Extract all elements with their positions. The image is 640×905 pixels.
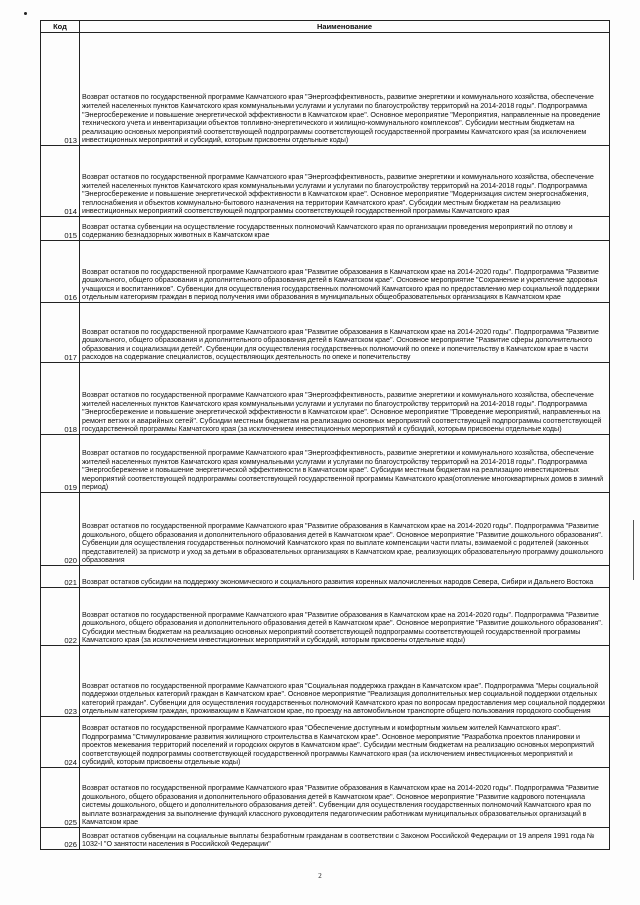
header-name: Наименование (80, 21, 610, 33)
scan-dot (24, 12, 27, 15)
table-row (41, 146, 610, 217)
row-description: Возврат остатков субвенции на социальные выплаты безработным гражданам в соответствии с Законом Российской Федерации от 19 апреля 1991 года № 1032-I "О занятости населения в Российской Федерации" (80, 828, 610, 850)
row-description: Возврат остатков по государственной программе Камчатского края "Развитие образования в Камчатском крае на 2014-2020 годы". Подпрограмма "Развитие дошкольного, общего образования и дополнительного образования детей в Камчатском крае". Основное мероприятие "Сохранение и укрепление здоровья учащихся и воспитанников". Субвенции для осуществления государственных полномочий Камчатского края по предоставлению мер социальной поддержки отдельным категориям граждан в период получения ими образования в муниципальных общеобразовательных организациях в Камчатском крае (80, 241, 610, 303)
table-row (41, 241, 610, 303)
table-row (41, 217, 610, 241)
row-description: Возврат остатков по государственной программе Камчатского края "Энергоэффективность, развитие энергетики и коммунального хозяйства, обеспечение жителей населенных пунктов Камчатского края коммунальными услугами и услугами по благоустройству территорий на 2014-2018 годы". Подпрограмма "Энергосбережение и повышение энергетической эффективности в Камчатском крае". Основное мероприятие "Модернизация систем энергоснабжения, теплоснабжения и объектов коммунально-бытового назначения на территории Камчатского края". Субсидии местным бюджетам на реализацию инвестиционных мероприятий соответствующей подпрограммы соответствующей государственной программы Камчатского края (80, 146, 610, 217)
table-header-row (41, 21, 610, 33)
row-description: Возврат остатков по государственной программе Камчатского края "Энергоэффективность, развитие энергетики и коммунального хозяйства, обеспечение жителей населенных пунктов Камчатского края коммунальными услугами и услугами по благоустройству территорий на 2014-2018 годы". Подпрограмма "Энергосбережение и повышение энергетической эффективности в Камчатском крае". Основное мероприятие "Проведение мероприятий, направленных на ремонт ветхих и аварийных сетей". Субсидии местным бюджетам на реализацию основных мероприятий соответствующей подпрограммы соответствующей государственной программы Камчатского края (за исключением инвестиционных мероприятий и субсидий, которым присвоены отдельные коды) (80, 363, 610, 435)
row-description: Возврат остатков по государственной программе Камчатского края "Развитие образования в Камчатском крае на 2014-2020 годы". Подпрограмма "Развитие дошкольного, общего образования и дополнительного образования детей в Камчатском крае". Основное мероприятие "Развитие кадрового потенциала системы дошкольного, общего и дополнительного образования детей". Субвенции для осуществления государственных полномочий Камчатского края по выплате вознаграждения за выполнение функций классного руководителя педагогическим работникам муниципальных образовательных организаций в Камчатском крае (80, 768, 610, 828)
table-row (41, 588, 610, 646)
table-row (41, 33, 610, 146)
table-row (41, 435, 610, 493)
row-description: Возврат остатков субсидии на поддержку экономического и социального развития коренных малочисленных народов Севера, Сибири и Дальнего Востока (80, 566, 610, 588)
row-description: Возврат остатков по государственной программе Камчатского края "Социальная поддержка граждан в Камчатском крае". Подпрограмма "Меры социальной поддержки отдельных категорий граждан в Камчатском крае". Основное мероприятие "Реализация дополнительных мер социальной поддержки отдельных категорий граждан". Субвенции для осуществления государственных полномочий Камчатского края по вопросам предоставления мер социальной поддержки отдельным категориям граждан, проживающим в Камчатском крае, по проезду на автомобильном транспорте общего пользования городского сообщения (80, 646, 610, 717)
codes-table (40, 20, 610, 850)
row-code: 016 (41, 241, 80, 303)
header-code: Код (41, 21, 80, 33)
table-row (41, 566, 610, 588)
row-code: 018 (41, 363, 80, 435)
row-code: 015 (41, 217, 80, 241)
row-description: Возврат остатков по государственной программе Камчатского края "Энергоэффективность, развитие энергетики и коммунального хозяйства, обеспечение жителей населенных пунктов Камчатского края коммунальными услугами и услугами по благоустройству территорий на 2014-2018 годы". Подпрограмма "Энергосбережение и повышение энергетической эффективности в Камчатском крае". Субсидии местным бюджетам на реализацию инвестиционных мероприятий соответствующей подпрограммы соответствующей государственной программы Камчатского края(отопление многоквартирных домов в зимний период) (80, 435, 610, 493)
row-code: 024 (41, 717, 80, 768)
row-code: 022 (41, 588, 80, 646)
row-description: Возврат остатка субвенции на осуществление государственных полномочий Камчатского края по организации проведения мероприятий по отлову и содержанию безнадзорных животных в Камчатском крае (80, 217, 610, 241)
row-code: 026 (41, 828, 80, 850)
page-number: 2 (318, 872, 322, 880)
row-code: 014 (41, 146, 80, 217)
row-code: 017 (41, 303, 80, 363)
table-row (41, 303, 610, 363)
row-description: Возврат остатков по государственной программе Камчатского края "Энергоэффективность, развитие энергетики и коммунального хозяйства, обеспечение жителей населенных пунктов Камчатского края коммунальными услугами и услугами по благоустройству территорий на 2014-2018 годы". Подпрограмма "Энергосбережение и повышение энергетической эффективности в Камчатском крае". Основное мероприятие "Мероприятия, направленные на проведение технического учета и инвентаризации объектов топливно-энергетического и жилищно-коммунального комплексов". Субсидии местным бюджетам на реализацию основных мероприятий соответствующей подпрограммы соответствующей государственной программы Камчатского края (за исключением инвестиционных мероприятий и субсидий, которым присвоены отдельные коды) (80, 33, 610, 146)
table-row (41, 717, 610, 768)
row-code: 020 (41, 493, 80, 566)
row-description: Возврат остатков по государственной программе Камчатского края "Развитие образования в Камчатском крае на 2014-2020 годы". Подпрограмма "Развитие дошкольного, общего образования и дополнительного образования детей в Камчатском крае". Основное мероприятие "Развитие дошкольного образования". Субвенции для осуществления государственных полномочий Камчатского края по выплате компенсации части платы, взимаемой с родителей (законных представителей) за присмотр и уход за детьми в образовательных организациях в Камчатском крае, реализующих образовательную программу дошкольного образования (80, 493, 610, 566)
row-code: 013 (41, 33, 80, 146)
table-row (41, 363, 610, 435)
row-code: 021 (41, 566, 80, 588)
row-code: 023 (41, 646, 80, 717)
scan-edge-line (633, 520, 634, 580)
table-row (41, 646, 610, 717)
row-code: 019 (41, 435, 80, 493)
row-description: Возврат остатков по государственной программе Камчатского края "Развитие образования в Камчатском крае на 2014-2020 годы". Подпрограмма "Развитие дошкольного, общего образования и дополнительного образования детей в Камчатском крае". Основное мероприятие "Развитие сферы дополнительного образования и социализации детей". Субвенции для осуществления государственных полномочий по опеке и попечительству в Камчатском крае в части расходов на содержание специалистов, осуществляющих деятельность по опеке и попечительству (80, 303, 610, 363)
table-row (41, 493, 610, 566)
row-description: Возврат остатков по государственной программе Камчатского края "Обеспечение доступным и комфортным жильем жителей Камчатского края". Подпрограмма "Стимулирование развития жилищного строительства в Камчатском крае". Основное мероприятие "Разработка проектов планировки и проектов межевания территорий поселений и городских округов в Камчатском крае". Субсидии местным бюджетам на реализацию основных мероприятий соответствующей подпрограммы соответствующей государственной программы Камчатского края (за исключением инвестиционных мероприятий и субсидий, которым присвоены отдельные коды) (80, 717, 610, 768)
row-description: Возврат остатков по государственной программе Камчатского края "Развитие образования в Камчатском крае на 2014-2020 годы". Подпрограмма "Развитие дошкольного, общего образования и дополнительного образования детей в Камчатском крае". Основное мероприятие "Развитие дошкольного образования". Субсидии местным бюджетам на реализацию основных мероприятий соответствующей подпрограммы соответствующей государственной программы Камчатского края (за исключением инвестиционных мероприятий и субсидий, которым присвоены отдельные коды) (80, 588, 610, 646)
row-code: 025 (41, 768, 80, 828)
table-row (41, 828, 610, 850)
table-row (41, 768, 610, 828)
